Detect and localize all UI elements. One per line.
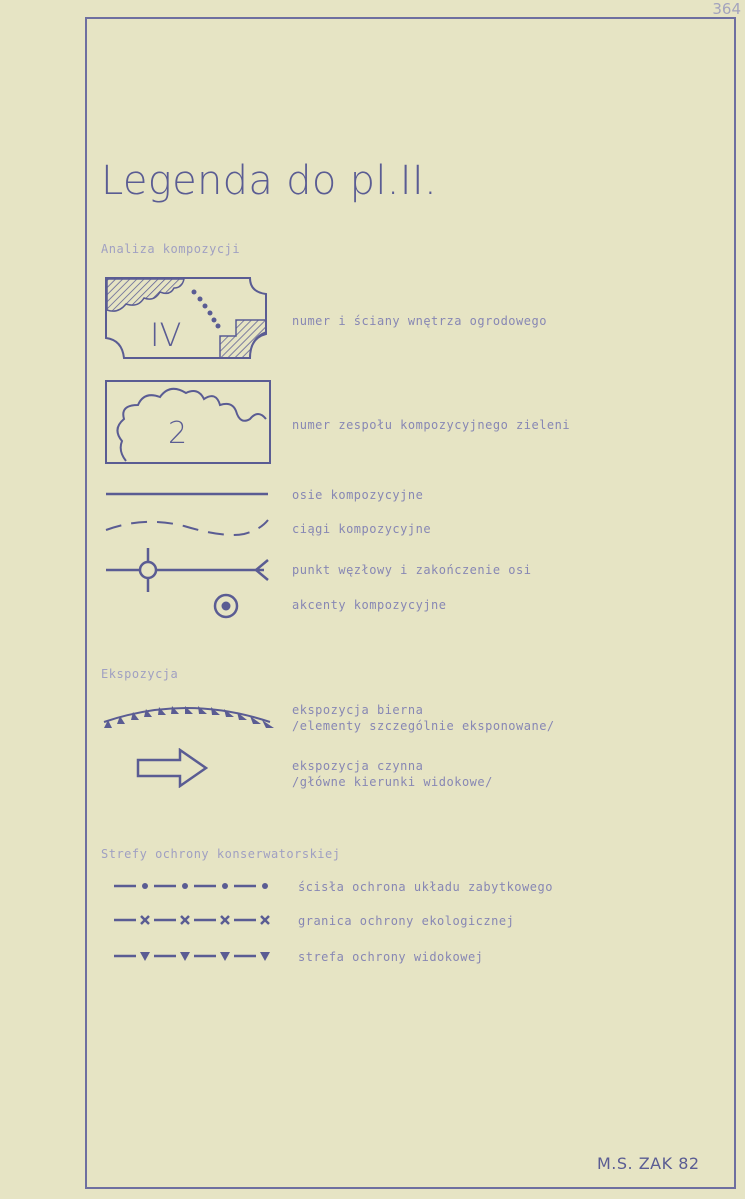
- legend-text-view-protection: strefa ochrony widokowej: [298, 950, 484, 964]
- active-exposure-line2: /główne kierunki widokowe/: [292, 775, 493, 789]
- dot-line-symbol: [112, 878, 278, 894]
- legend-text-sequences: ciągi kompozycyjne: [292, 522, 432, 536]
- garden-interior-number: IV: [150, 316, 182, 354]
- legend-text-greenery-group: numer zespołu kompozycyjnego zieleni: [292, 418, 571, 432]
- accent-target-symbol: [212, 592, 240, 620]
- page-number-note: 364: [712, 0, 741, 18]
- author-stamp: M.S. ZAK 82: [597, 1154, 700, 1173]
- section-heading-exposure: Ekspozycja: [101, 667, 179, 681]
- solid-axis-line: [104, 488, 270, 500]
- legend-text-accents: akcenty kompozycyjne: [292, 598, 447, 612]
- active-exposure-line1: ekspozycja czynna: [292, 759, 424, 773]
- legend-text-garden-interior: numer i ściany wnętrza ogrodowego: [292, 314, 547, 328]
- garden-interior-symbol: [104, 276, 272, 360]
- legend-text-strict-protection: ścisła ochrona układu zabytkowego: [298, 880, 553, 894]
- passive-exposure-line1: ekspozycja bierna: [292, 703, 424, 717]
- section-heading-conservation: Strefy ochrony konserwatorskiej: [101, 847, 341, 861]
- greenery-group-symbol: [104, 379, 272, 465]
- legend-text-active-exposure: [292, 758, 493, 790]
- legend-title: Legenda do pl.II.: [101, 158, 437, 204]
- dashed-sequence-line: [104, 514, 270, 542]
- passive-exposure-line2: /elementy szczególnie eksponowane/: [292, 719, 555, 733]
- triangle-line-symbol: [112, 948, 278, 964]
- passive-exposure-arc: [100, 698, 274, 732]
- node-axis-end-symbol: [104, 546, 270, 594]
- legend-text-axes: osie kompozycyjne: [292, 488, 424, 502]
- cross-line-symbol: [112, 912, 278, 928]
- legend-text-passive-exposure: [292, 702, 555, 734]
- section-heading-composition: Analiza kompozycji: [101, 242, 241, 256]
- greenery-group-number: 2: [168, 416, 188, 451]
- legend-text-node-point: punkt węzłowy i zakończenie osi: [292, 563, 532, 577]
- legend-text-ecological-boundary: granica ochrony ekologicznej: [298, 914, 515, 928]
- active-exposure-arrow: [136, 748, 208, 788]
